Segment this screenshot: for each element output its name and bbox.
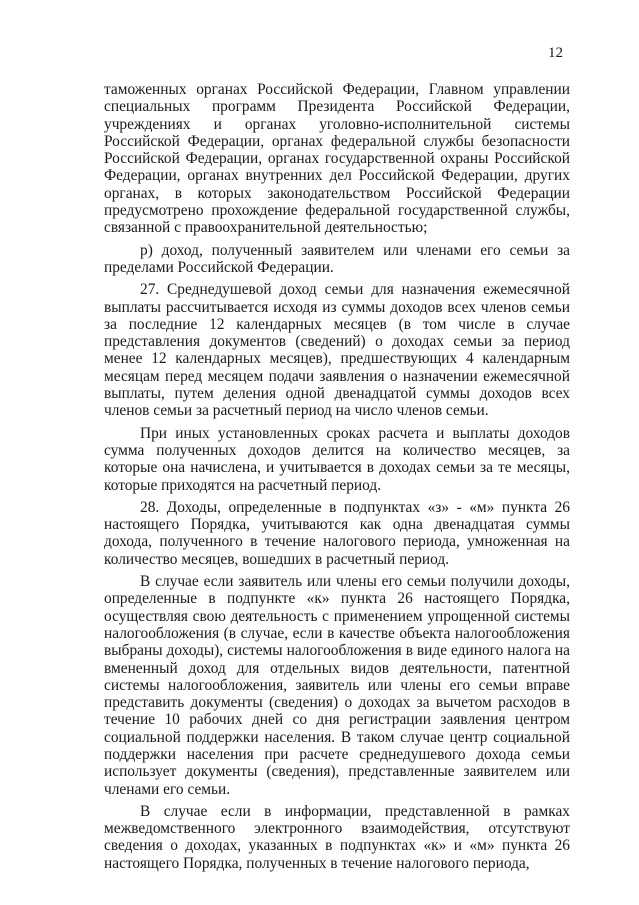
paragraph-other-terms: При иных установленных сроках расчета и выплаты доходов сумма полученных доходов делится на количество месяцев, за которые она начислена, и учитывается в доходах семьи за те месяцы, которые приходятся на расчетный период. — [104, 424, 570, 494]
document-body — [104, 81, 570, 877]
page-number: 12 — [548, 45, 563, 61]
paragraph-item-28: 28. Доходы, определенные в подпунктах «з» - «м» пункта 26 настоящего Порядка, учитываются как одна двенадцатая суммы дохода, полученного в течение налогового периода, умноженная на количество месяцев, вошедших в расчетный период. — [104, 498, 570, 568]
paragraph-subitem-r: р) доход, полученный заявителем или членами его семьи за пределами Российской Федерации. — [104, 241, 570, 276]
paragraph-continuation: таможенных органах Российской Федерации, Главном управлении специальных программ Президента Российской Федерации, учреждениях и органах уголовно-исполнительной системы Российской Федерации, органах федеральной службы безопасности Российской Федерации, органах государственной охраны Российской Федерации, органах внутренних дел Российской Федерации, других органах, в которых законодательством Российской Федерации предусмотрено прохождение федеральной государственной службы, связанной с правоохранительной деятельностью; — [104, 81, 570, 237]
paragraph-interagency-info: В случае если в информации, представленной в рамках межведомственного электронного взаимодействия, отсутствуют сведения о доходах, указанных в подпунктах «к» и «м» пункта 26 настоящего Порядка, полученных в течение налогового периода, — [104, 802, 570, 872]
paragraph-item-27: 27. Среднедушевой доход семьи для назначения ежемесячной выплаты рассчитывается исходя из суммы доходов всех членов семьи за последние 12 календарных месяцев (в том числе в случае представления документов (сведений) о доходах семьи за период менее 12 календарных месяцев), предшествующих 4 календарным месяцам перед месяцем подачи заявления о назначении ежемесячной выплаты, путем деления одной двенадцатой суммы доходов всех членов семьи за расчетный период на число членов семьи. — [104, 281, 570, 420]
paragraph-simplified-tax: В случае если заявитель или члены его семьи получили доходы, определенные в подпункте «к» пункта 26 настоящего Порядка, осуществляя свою деятельность с применением упрощенной системы налогообложения (в случае, если в качестве объекта налогообложения выбраны доходы), системы налогообложения в виде единого налога на вмененный доход для отдельных видов деятельности, патентной системы налогообложения, заявитель или члены его семьи вправе представить документы (сведения) о доходах за вычетом расходов в течение 10 рабочих дней со дня регистрации заявления центром социальной поддержки населения. В таком случае центр социальной поддержки населения при расчете среднедушевого дохода семьи использует документы (сведения), представленные заявителем или членами его семьи. — [104, 573, 570, 798]
